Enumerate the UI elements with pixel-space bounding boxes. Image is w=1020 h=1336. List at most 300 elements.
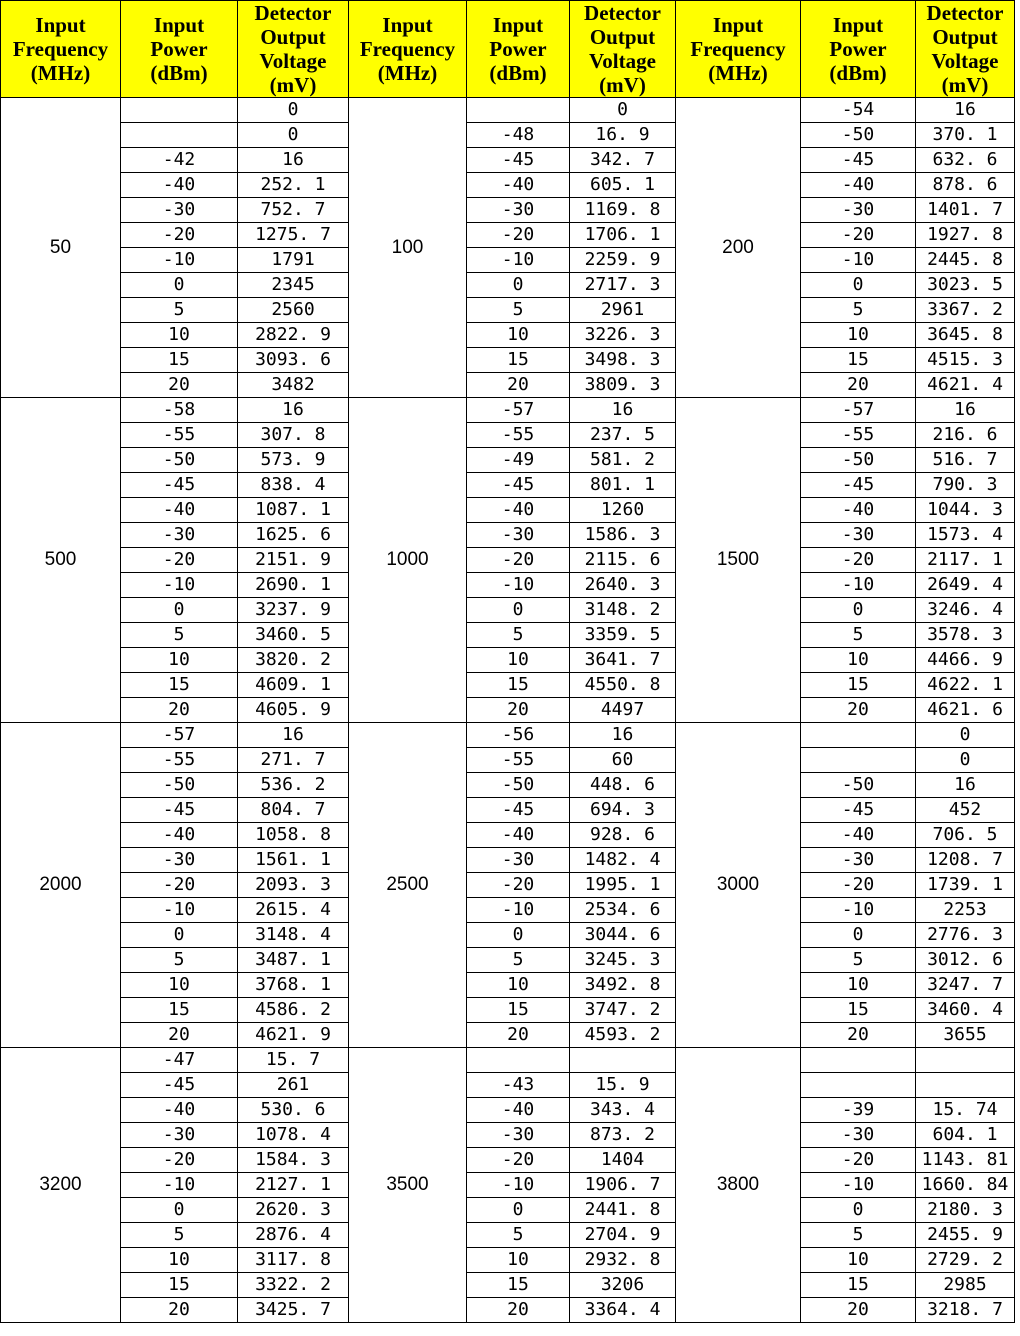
- voltage-cell: 261: [238, 1073, 349, 1098]
- voltage-cell: 2932. 8: [570, 1248, 676, 1273]
- power-cell: [121, 98, 238, 123]
- voltage-cell: 2115. 6: [570, 548, 676, 573]
- power-cell: -20: [801, 1148, 916, 1173]
- table-row: [1, 823, 1015, 848]
- voltage-cell: 632. 6: [916, 148, 1015, 173]
- header-line: (MHz): [708, 61, 768, 85]
- voltage-cell: 0: [570, 98, 676, 123]
- power-cell: -55: [121, 748, 238, 773]
- table-row: [1, 773, 1015, 798]
- voltage-cell: 452: [916, 798, 1015, 823]
- voltage-cell: 3093. 6: [238, 348, 349, 373]
- voltage-cell: 1087. 1: [238, 498, 349, 523]
- power-cell: 10: [121, 1248, 238, 1273]
- table-row: [1, 1273, 1015, 1298]
- voltage-cell: 3148. 4: [238, 923, 349, 948]
- voltage-cell: 838. 4: [238, 473, 349, 498]
- table-row: [1, 873, 1015, 898]
- power-cell: -40: [121, 498, 238, 523]
- voltage-cell: 694. 3: [570, 798, 676, 823]
- voltage-cell: 2534. 6: [570, 898, 676, 923]
- header-line: (dBm): [829, 61, 887, 85]
- power-cell: 5: [801, 948, 916, 973]
- power-cell: -47: [121, 1048, 238, 1073]
- power-cell: -10: [467, 1173, 570, 1198]
- power-cell: 20: [467, 1023, 570, 1048]
- voltage-cell: 3237. 9: [238, 598, 349, 623]
- power-cell: -50: [121, 773, 238, 798]
- power-cell: 0: [801, 923, 916, 948]
- header-line: Input: [712, 13, 764, 37]
- header-line: Voltage: [589, 49, 656, 73]
- power-cell: [801, 723, 916, 748]
- power-cell: 10: [121, 323, 238, 348]
- table-row: [1, 1023, 1015, 1048]
- power-cell: -57: [121, 723, 238, 748]
- voltage-cell: 2704. 9: [570, 1223, 676, 1248]
- voltage-cell: 790. 3: [916, 473, 1015, 498]
- header-line: (mV): [599, 73, 646, 97]
- voltage-cell: 237. 5: [570, 423, 676, 448]
- voltage-cell: 3498. 3: [570, 348, 676, 373]
- table-row: [1, 698, 1015, 723]
- table-row: [1, 148, 1015, 173]
- power-cell: 0: [121, 598, 238, 623]
- voltage-cell: 2151. 9: [238, 548, 349, 573]
- power-cell: 0: [801, 1198, 916, 1223]
- power-cell: 0: [121, 1198, 238, 1223]
- table-row: [1, 473, 1015, 498]
- table-row: [1, 348, 1015, 373]
- header-detector-voltage-3: [916, 1, 1015, 98]
- voltage-cell: 3218. 7: [916, 1298, 1015, 1323]
- power-cell: 0: [467, 273, 570, 298]
- power-cell: 10: [801, 973, 916, 998]
- power-cell: -30: [121, 198, 238, 223]
- power-cell: 10: [121, 648, 238, 673]
- voltage-cell: 3012. 6: [916, 948, 1015, 973]
- table-row: [1, 298, 1015, 323]
- power-cell: 20: [121, 1298, 238, 1323]
- voltage-cell: 1275. 7: [238, 223, 349, 248]
- power-cell: -55: [801, 423, 916, 448]
- power-cell: 5: [121, 623, 238, 648]
- voltage-cell: 342. 7: [570, 148, 676, 173]
- voltage-cell: 3206: [570, 1273, 676, 1298]
- voltage-cell: 3645. 8: [916, 323, 1015, 348]
- power-cell: 20: [467, 1298, 570, 1323]
- voltage-cell: 3117. 8: [238, 1248, 349, 1273]
- power-cell: -30: [467, 1123, 570, 1148]
- voltage-cell: 216. 6: [916, 423, 1015, 448]
- voltage-cell: 2776. 3: [916, 923, 1015, 948]
- voltage-cell: 3425. 7: [238, 1298, 349, 1323]
- voltage-cell: 4621. 4: [916, 373, 1015, 398]
- power-cell: -40: [467, 1098, 570, 1123]
- header-line: (MHz): [30, 61, 91, 85]
- voltage-cell: 3044. 6: [570, 923, 676, 948]
- voltage-cell: 60: [570, 748, 676, 773]
- header-line: Power: [489, 37, 547, 61]
- power-cell: -10: [467, 898, 570, 923]
- voltage-cell: 804. 7: [238, 798, 349, 823]
- power-cell: 20: [467, 373, 570, 398]
- voltage-cell: 4605. 9: [238, 698, 349, 723]
- table-row: [1, 1298, 1015, 1323]
- power-cell: -40: [121, 823, 238, 848]
- voltage-cell: 370. 1: [916, 123, 1015, 148]
- voltage-cell: 3226. 3: [570, 323, 676, 348]
- power-cell: [121, 123, 238, 148]
- power-cell: -48: [467, 123, 570, 148]
- table-row: [1, 398, 1015, 423]
- power-cell: -55: [467, 423, 570, 448]
- power-cell: 10: [467, 323, 570, 348]
- voltage-cell: 2560: [238, 298, 349, 323]
- voltage-cell: 752. 7: [238, 198, 349, 223]
- table-row: [1, 1123, 1015, 1148]
- power-cell: 20: [801, 1298, 916, 1323]
- power-cell: -57: [467, 398, 570, 423]
- header-line: Frequency: [359, 37, 456, 61]
- table-row: [1, 1248, 1015, 1273]
- power-cell: -50: [801, 448, 916, 473]
- power-cell: -43: [467, 1073, 570, 1098]
- table-row: [1, 673, 1015, 698]
- voltage-cell: 4497: [570, 698, 676, 723]
- power-cell: -45: [467, 473, 570, 498]
- power-cell: 0: [467, 1198, 570, 1223]
- power-cell: -57: [801, 398, 916, 423]
- voltage-cell: 1044. 3: [916, 498, 1015, 523]
- voltage-cell: 536. 2: [238, 773, 349, 798]
- voltage-cell: 3322. 2: [238, 1273, 349, 1298]
- table-row: [1, 948, 1015, 973]
- power-cell: 0: [801, 273, 916, 298]
- power-cell: -20: [467, 548, 570, 573]
- power-cell: 10: [801, 648, 916, 673]
- voltage-cell: 3245. 3: [570, 948, 676, 973]
- power-cell: -50: [801, 773, 916, 798]
- power-cell: [467, 1048, 570, 1073]
- header-line: Frequency: [12, 37, 109, 61]
- table-row: [1, 373, 1015, 398]
- power-cell: -40: [121, 173, 238, 198]
- power-cell: 5: [121, 948, 238, 973]
- power-cell: -40: [467, 173, 570, 198]
- voltage-cell: [570, 1048, 676, 1073]
- header-detector-voltage-1: [238, 1, 349, 98]
- power-cell: 5: [121, 1223, 238, 1248]
- power-cell: 0: [467, 923, 570, 948]
- voltage-cell: 706. 5: [916, 823, 1015, 848]
- header-input-frequency-2: [349, 1, 467, 98]
- header-line: Detector: [926, 1, 1004, 25]
- header-input-power-3: [801, 1, 916, 98]
- voltage-cell: 16. 9: [570, 123, 676, 148]
- header-input-power-2: [467, 1, 570, 98]
- power-cell: -45: [121, 1073, 238, 1098]
- voltage-cell: 3460. 4: [916, 998, 1015, 1023]
- table-row: [1, 848, 1015, 873]
- voltage-cell: 1927. 8: [916, 223, 1015, 248]
- table-row: [1, 198, 1015, 223]
- power-cell: -39: [801, 1098, 916, 1123]
- power-cell: 10: [121, 973, 238, 998]
- frequency-cell: 3000: [676, 723, 801, 1048]
- voltage-cell: 1573. 4: [916, 523, 1015, 548]
- voltage-cell: 1995. 1: [570, 873, 676, 898]
- voltage-cell: 2717. 3: [570, 273, 676, 298]
- power-cell: -20: [121, 1148, 238, 1173]
- table-row: [1, 623, 1015, 648]
- power-cell: 10: [467, 1248, 570, 1273]
- power-cell: -30: [801, 523, 916, 548]
- voltage-cell: 1586. 3: [570, 523, 676, 548]
- voltage-cell: 4515. 3: [916, 348, 1015, 373]
- power-cell: -10: [121, 1173, 238, 1198]
- power-cell: -45: [801, 148, 916, 173]
- power-cell: -45: [801, 798, 916, 823]
- voltage-cell: 3820. 2: [238, 648, 349, 673]
- power-cell: -50: [467, 773, 570, 798]
- frequency-cell: 100: [349, 98, 467, 398]
- voltage-cell: 2441. 8: [570, 1198, 676, 1223]
- power-cell: -40: [121, 1098, 238, 1123]
- voltage-cell: 801. 1: [570, 473, 676, 498]
- power-cell: -30: [801, 848, 916, 873]
- voltage-cell: 1906. 7: [570, 1173, 676, 1198]
- power-cell: 15: [467, 1273, 570, 1298]
- power-cell: -45: [121, 473, 238, 498]
- voltage-cell: 1660. 84: [916, 1173, 1015, 1198]
- frequency-cell: 50: [1, 98, 121, 398]
- voltage-cell: 0: [916, 748, 1015, 773]
- frequency-cell: 3800: [676, 1048, 801, 1323]
- voltage-cell: 2093. 3: [238, 873, 349, 898]
- voltage-cell: 4622. 1: [916, 673, 1015, 698]
- voltage-cell: 2180. 3: [916, 1198, 1015, 1223]
- power-cell: -10: [121, 248, 238, 273]
- table-row: [1, 1223, 1015, 1248]
- voltage-cell: 2345: [238, 273, 349, 298]
- table-row: [1, 1073, 1015, 1098]
- power-cell: -20: [467, 223, 570, 248]
- voltage-cell: 2640. 3: [570, 573, 676, 598]
- voltage-cell: 1169. 8: [570, 198, 676, 223]
- table-row: [1, 923, 1015, 948]
- voltage-cell: 1739. 1: [916, 873, 1015, 898]
- header-line: Input: [153, 13, 205, 37]
- voltage-cell: 2961: [570, 298, 676, 323]
- header-line: (mV): [941, 73, 989, 97]
- voltage-cell: 16: [238, 398, 349, 423]
- table-row: [1, 1198, 1015, 1223]
- voltage-cell: 16: [570, 398, 676, 423]
- frequency-cell: 1500: [676, 398, 801, 723]
- power-cell: -10: [801, 248, 916, 273]
- table-row: [1, 98, 1015, 123]
- power-cell: -20: [801, 873, 916, 898]
- power-cell: -20: [121, 873, 238, 898]
- voltage-cell: 3023. 5: [916, 273, 1015, 298]
- power-cell: -54: [801, 98, 916, 123]
- table-row: [1, 423, 1015, 448]
- voltage-cell: 3460. 5: [238, 623, 349, 648]
- voltage-cell: 307. 8: [238, 423, 349, 448]
- power-cell: -20: [801, 548, 916, 573]
- power-cell: -50: [121, 448, 238, 473]
- header-line: (mV): [269, 73, 317, 97]
- power-cell: 5: [801, 623, 916, 648]
- power-cell: -56: [467, 723, 570, 748]
- voltage-cell: 873. 2: [570, 1123, 676, 1148]
- table-row: [1, 498, 1015, 523]
- power-cell: 20: [121, 373, 238, 398]
- voltage-cell: 1482. 4: [570, 848, 676, 873]
- table-row: [1, 123, 1015, 148]
- frequency-cell: 3500: [349, 1048, 467, 1323]
- table-row: [1, 998, 1015, 1023]
- voltage-cell: 16: [916, 773, 1015, 798]
- power-cell: 20: [121, 698, 238, 723]
- power-cell: 15: [801, 348, 916, 373]
- power-cell: -42: [121, 148, 238, 173]
- header-line: Input: [492, 13, 544, 37]
- voltage-cell: 3246. 4: [916, 598, 1015, 623]
- voltage-cell: 2445. 8: [916, 248, 1015, 273]
- power-cell: 15: [121, 673, 238, 698]
- voltage-cell: 2620. 3: [238, 1198, 349, 1223]
- table-row: [1, 598, 1015, 623]
- power-cell: 15: [467, 673, 570, 698]
- power-cell: -30: [467, 198, 570, 223]
- voltage-cell: 3655: [916, 1023, 1015, 1048]
- header-line: Frequency: [690, 37, 786, 61]
- power-cell: 15: [121, 998, 238, 1023]
- power-cell: -40: [801, 173, 916, 198]
- frequency-cell: 1000: [349, 398, 467, 723]
- voltage-cell: 3487. 1: [238, 948, 349, 973]
- power-cell: 5: [801, 1223, 916, 1248]
- power-cell: 0: [121, 923, 238, 948]
- header-line: Voltage: [931, 49, 999, 73]
- table-row: [1, 223, 1015, 248]
- header-line: (MHz): [377, 61, 438, 85]
- power-cell: -10: [467, 573, 570, 598]
- voltage-cell: 16: [916, 398, 1015, 423]
- table-header: [1, 1, 1015, 98]
- frequency-cell: 2000: [1, 723, 121, 1048]
- power-cell: -49: [467, 448, 570, 473]
- power-cell: -30: [121, 1123, 238, 1148]
- voltage-cell: 530. 6: [238, 1098, 349, 1123]
- voltage-cell: 3367. 2: [916, 298, 1015, 323]
- voltage-cell: 2615. 4: [238, 898, 349, 923]
- voltage-cell: [916, 1048, 1015, 1073]
- power-cell: 5: [467, 1223, 570, 1248]
- table-row: [1, 1098, 1015, 1123]
- power-cell: [801, 1048, 916, 1073]
- voltage-cell: 2822. 9: [238, 323, 349, 348]
- table-row: [1, 723, 1015, 748]
- table-row: [1, 548, 1015, 573]
- power-cell: 15: [121, 348, 238, 373]
- voltage-cell: 1208. 7: [916, 848, 1015, 873]
- table-row: [1, 573, 1015, 598]
- table-row: [1, 648, 1015, 673]
- header-line: Output: [932, 25, 998, 49]
- table-row: [1, 1148, 1015, 1173]
- voltage-cell: 3482: [238, 373, 349, 398]
- power-cell: -20: [801, 223, 916, 248]
- voltage-cell: 2127. 1: [238, 1173, 349, 1198]
- voltage-cell: 4621. 9: [238, 1023, 349, 1048]
- voltage-cell: 15. 9: [570, 1073, 676, 1098]
- header-line: Detector: [584, 1, 661, 25]
- voltage-cell: 15. 74: [916, 1098, 1015, 1123]
- voltage-cell: 605. 1: [570, 173, 676, 198]
- table-row: [1, 323, 1015, 348]
- voltage-cell: 2649. 4: [916, 573, 1015, 598]
- voltage-cell: 2253: [916, 898, 1015, 923]
- voltage-cell: 3364. 4: [570, 1298, 676, 1323]
- power-cell: -20: [467, 1148, 570, 1173]
- power-cell: -40: [801, 823, 916, 848]
- power-cell: -40: [467, 823, 570, 848]
- voltage-cell: 573. 9: [238, 448, 349, 473]
- voltage-cell: 3247. 7: [916, 973, 1015, 998]
- power-cell: -30: [121, 523, 238, 548]
- table-row: [1, 898, 1015, 923]
- frequency-cell: 500: [1, 398, 121, 723]
- power-cell: 0: [121, 273, 238, 298]
- power-cell: -55: [467, 748, 570, 773]
- table-row: [1, 248, 1015, 273]
- header-line: (dBm): [489, 61, 547, 85]
- voltage-cell: 271. 7: [238, 748, 349, 773]
- header-input-frequency-3: [676, 1, 801, 98]
- table-row: [1, 173, 1015, 198]
- power-cell: 10: [801, 1248, 916, 1273]
- voltage-cell: 4550. 8: [570, 673, 676, 698]
- voltage-cell: 2455. 9: [916, 1223, 1015, 1248]
- voltage-cell: 1706. 1: [570, 223, 676, 248]
- header-detector-voltage-2: [570, 1, 676, 98]
- power-cell: -45: [467, 148, 570, 173]
- power-cell: 10: [801, 323, 916, 348]
- voltage-cell: 3641. 7: [570, 648, 676, 673]
- table-row: [1, 798, 1015, 823]
- power-cell: -40: [801, 498, 916, 523]
- voltage-cell: 581. 2: [570, 448, 676, 473]
- voltage-cell: 15. 7: [238, 1048, 349, 1073]
- voltage-cell: 0: [238, 98, 349, 123]
- voltage-cell: 3492. 8: [570, 973, 676, 998]
- header-line: Output: [260, 25, 326, 49]
- voltage-cell: 1791: [238, 248, 349, 273]
- header-line: Output: [589, 25, 656, 49]
- voltage-cell: 1143. 81: [916, 1148, 1015, 1173]
- power-cell: 15: [121, 1273, 238, 1298]
- power-cell: 5: [801, 298, 916, 323]
- power-cell: 5: [121, 298, 238, 323]
- power-cell: -45: [121, 798, 238, 823]
- voltage-cell: 928. 6: [570, 823, 676, 848]
- power-cell: -10: [801, 1173, 916, 1198]
- power-cell: -50: [801, 123, 916, 148]
- voltage-cell: 2876. 4: [238, 1223, 349, 1248]
